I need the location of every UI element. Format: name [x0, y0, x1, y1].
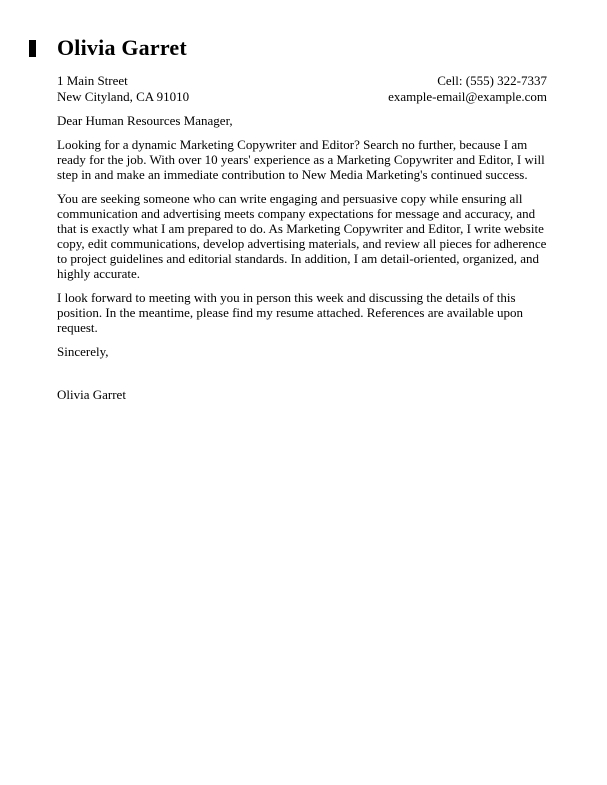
phone-line: Cell: (555) 322-7337 — [437, 73, 547, 88]
signature-name: Olivia Garret — [57, 387, 126, 402]
sender-name: Olivia Garret — [57, 35, 187, 60]
accent-bar — [29, 40, 36, 57]
letter-header — [57, 36, 547, 105]
address-line-1: 1 Main Street — [57, 73, 128, 88]
paragraph-3: I look forward to meeting with you in person this week and discussing the details of this position. In the meantime, please find my resume attached. References are available upon request. — [57, 290, 524, 335]
sender-address — [57, 73, 189, 105]
letter-body — [57, 113, 547, 402]
paragraph-2: You are seeking someone who can write engaging and persuasive copy while ensuring all communication and advertising meets company expectations for message and accuracy, and that is exactly what I am prepared to do. As Marketing Copywriter and Editor, I write website copy, edit communications, develop advertising materials, and review all pieces for adherence to project guidelines and editorial standards. In addition, I am detail-oriented, organized, and highly accurate. — [57, 191, 547, 281]
contact-row — [57, 73, 547, 105]
paragraph-1: Looking for a dynamic Marketing Copywriter and Editor? Search no further, because I am ready for the job. With over 10 years' experience as a Marketing Copywriter and Editor, I will step in and make an immediate contribution to New Media Marketing's continued success. — [57, 137, 545, 182]
email-line: example-email@example.com — [388, 89, 547, 104]
sender-contact — [388, 73, 547, 105]
closing: Sincerely, — [57, 344, 109, 359]
address-line-2: New Cityland, CA 91010 — [57, 89, 190, 104]
salutation: Dear Human Resources Manager, — [57, 113, 233, 128]
